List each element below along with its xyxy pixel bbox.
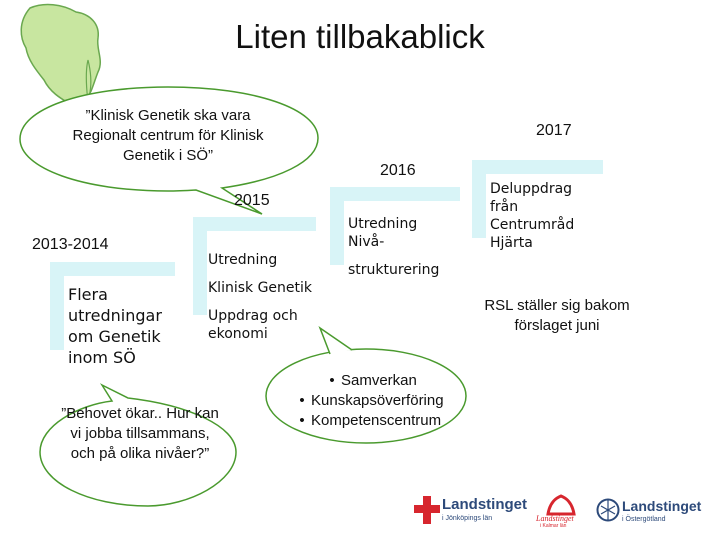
step-2013-year: 2013-2014 <box>32 236 109 253</box>
step-2017-line: Deluppdrag <box>490 181 573 197</box>
quote-bottom-text: ”Behovet ökar.. Hur kan vi jobba tillsammans, och på olika nivåer?” <box>61 405 219 462</box>
step-2017-line: från <box>490 199 519 215</box>
page-title: Liten tillbakablick <box>235 18 485 55</box>
center-bubble-tail <box>320 328 352 354</box>
step-2013-line: om Genetik <box>68 327 161 346</box>
center-bubble-item: • Kompetenscentrum <box>293 411 444 431</box>
center-bubble-item: • Kunskapsöverföring <box>293 391 444 411</box>
step-2016-line: Nivå- <box>348 234 385 250</box>
step-2015-line: Klinisk Genetik <box>208 280 313 296</box>
logo-subtitle: i Kalmar län <box>540 523 567 529</box>
logo-subtitle: i Östergötland <box>622 516 666 523</box>
crown-logo-icon <box>546 494 576 516</box>
rsl-note: RSL ställer sig bakom förslaget juni <box>484 297 630 334</box>
logo-ostergotland <box>596 496 716 530</box>
step-2015-year: 2015 <box>234 192 270 209</box>
logo-kalmar <box>534 494 590 528</box>
step-2017-year: 2017 <box>536 122 572 139</box>
step-2015-line: ekonomi <box>208 326 268 342</box>
step-2017-line: Centrumråd <box>490 217 575 233</box>
center-bubble-item: • Samverkan <box>293 371 444 391</box>
globe-logo-icon <box>596 498 620 522</box>
step-2013-text <box>68 284 162 368</box>
step-2013-line: utredningar <box>68 306 162 325</box>
center-bubble-list <box>293 371 444 431</box>
logo-name: Landstinget <box>442 496 527 513</box>
step-2013-line: inom SÖ <box>68 348 136 367</box>
step-2015-line: Uppdrag och <box>208 308 298 324</box>
logo-jonkoping <box>414 494 532 528</box>
step-2016-line: strukturering <box>348 262 440 278</box>
logo-subtitle: i Jönköpings län <box>442 515 493 522</box>
step-2015-line: Utredning <box>208 252 278 268</box>
logo-name: Landstinget <box>622 498 702 514</box>
step-2017-line: Hjärta <box>490 235 533 251</box>
quote-top-text: ”Klinisk Genetik ska vara Regionalt centrum för Klinisk Genetik i SÖ” <box>72 107 264 164</box>
cross-logo-icon <box>414 496 440 524</box>
step-2016-year: 2016 <box>380 162 416 179</box>
logo-name: Landstinget <box>536 514 574 523</box>
step-2016-line: Utredning <box>348 216 418 232</box>
step-2017-text <box>490 180 574 252</box>
step-2013-line: Flera <box>68 285 108 304</box>
